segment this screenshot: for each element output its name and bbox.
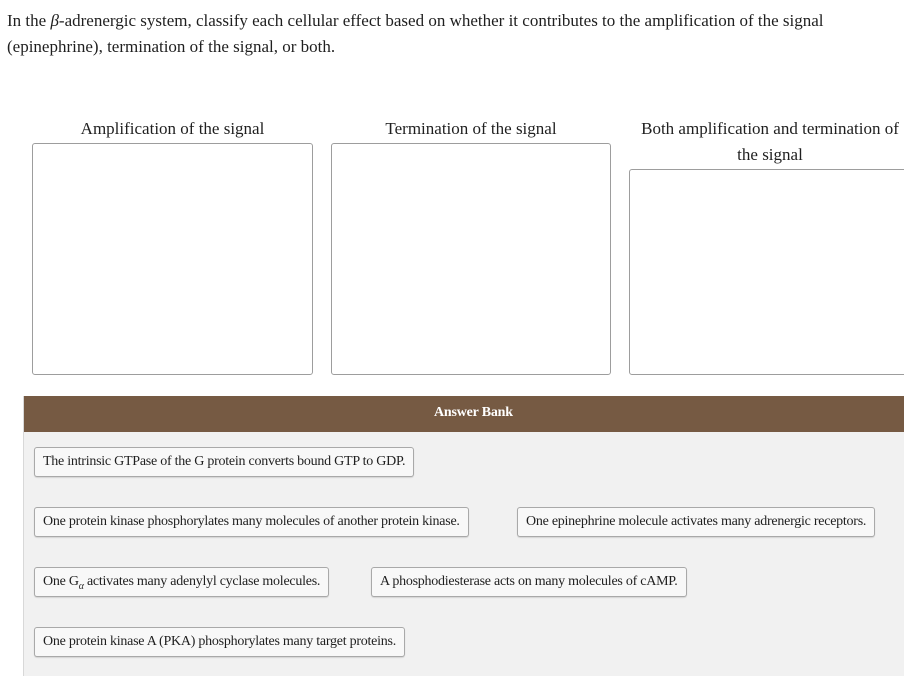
answer-card-gtpase[interactable]: The intrinsic GTPase of the G protein converts bound GTP to GDP. [34,447,414,477]
question-text-prefix: In the [7,11,51,30]
answer-card-pka[interactable]: One protein kinase A (PKA) phosphorylates many target proteins. [34,627,405,657]
card-text-prefix: One G [43,574,79,589]
question-text-suffix: -adrenergic system, classify each cellular effect based on whether it contributes to the amplification of the signal (epinephrine), termination of the signal, or both. [7,11,824,56]
answer-card-g-alpha[interactable] [34,567,329,597]
answer-card-kinase-cascade[interactable]: One protein kinase phosphorylates many molecules of another protein kinase. [34,507,469,537]
answer-card-phosphodiesterase[interactable]: A phosphodiesterase acts on many molecules of cAMP. [371,567,687,597]
zone-label-both [629,116,904,168]
zone-label-both-line2: the signal [737,145,803,164]
question-prompt [7,8,897,60]
alpha-subscript: α [78,581,84,592]
answer-card-epinephrine[interactable]: One epinephrine molecule activates many adrenergic receptors. [517,507,875,537]
zone-label-amplification: Amplification of the signal [80,119,265,138]
zone-label-termination: Termination of the signal [385,119,557,138]
drop-zone-termination[interactable] [331,143,611,375]
answer-bank-title: Answer Bank [434,405,513,420]
beta-symbol: β [50,11,59,30]
answer-bank-header [24,396,904,432]
card-text-suffix: activates many adenylyl cyclase molecules. [83,574,321,589]
drop-zone-both[interactable] [629,169,904,375]
drop-zone-amplification[interactable] [32,143,313,375]
zone-label-both-line1: Both amplification and termination of [641,119,899,138]
